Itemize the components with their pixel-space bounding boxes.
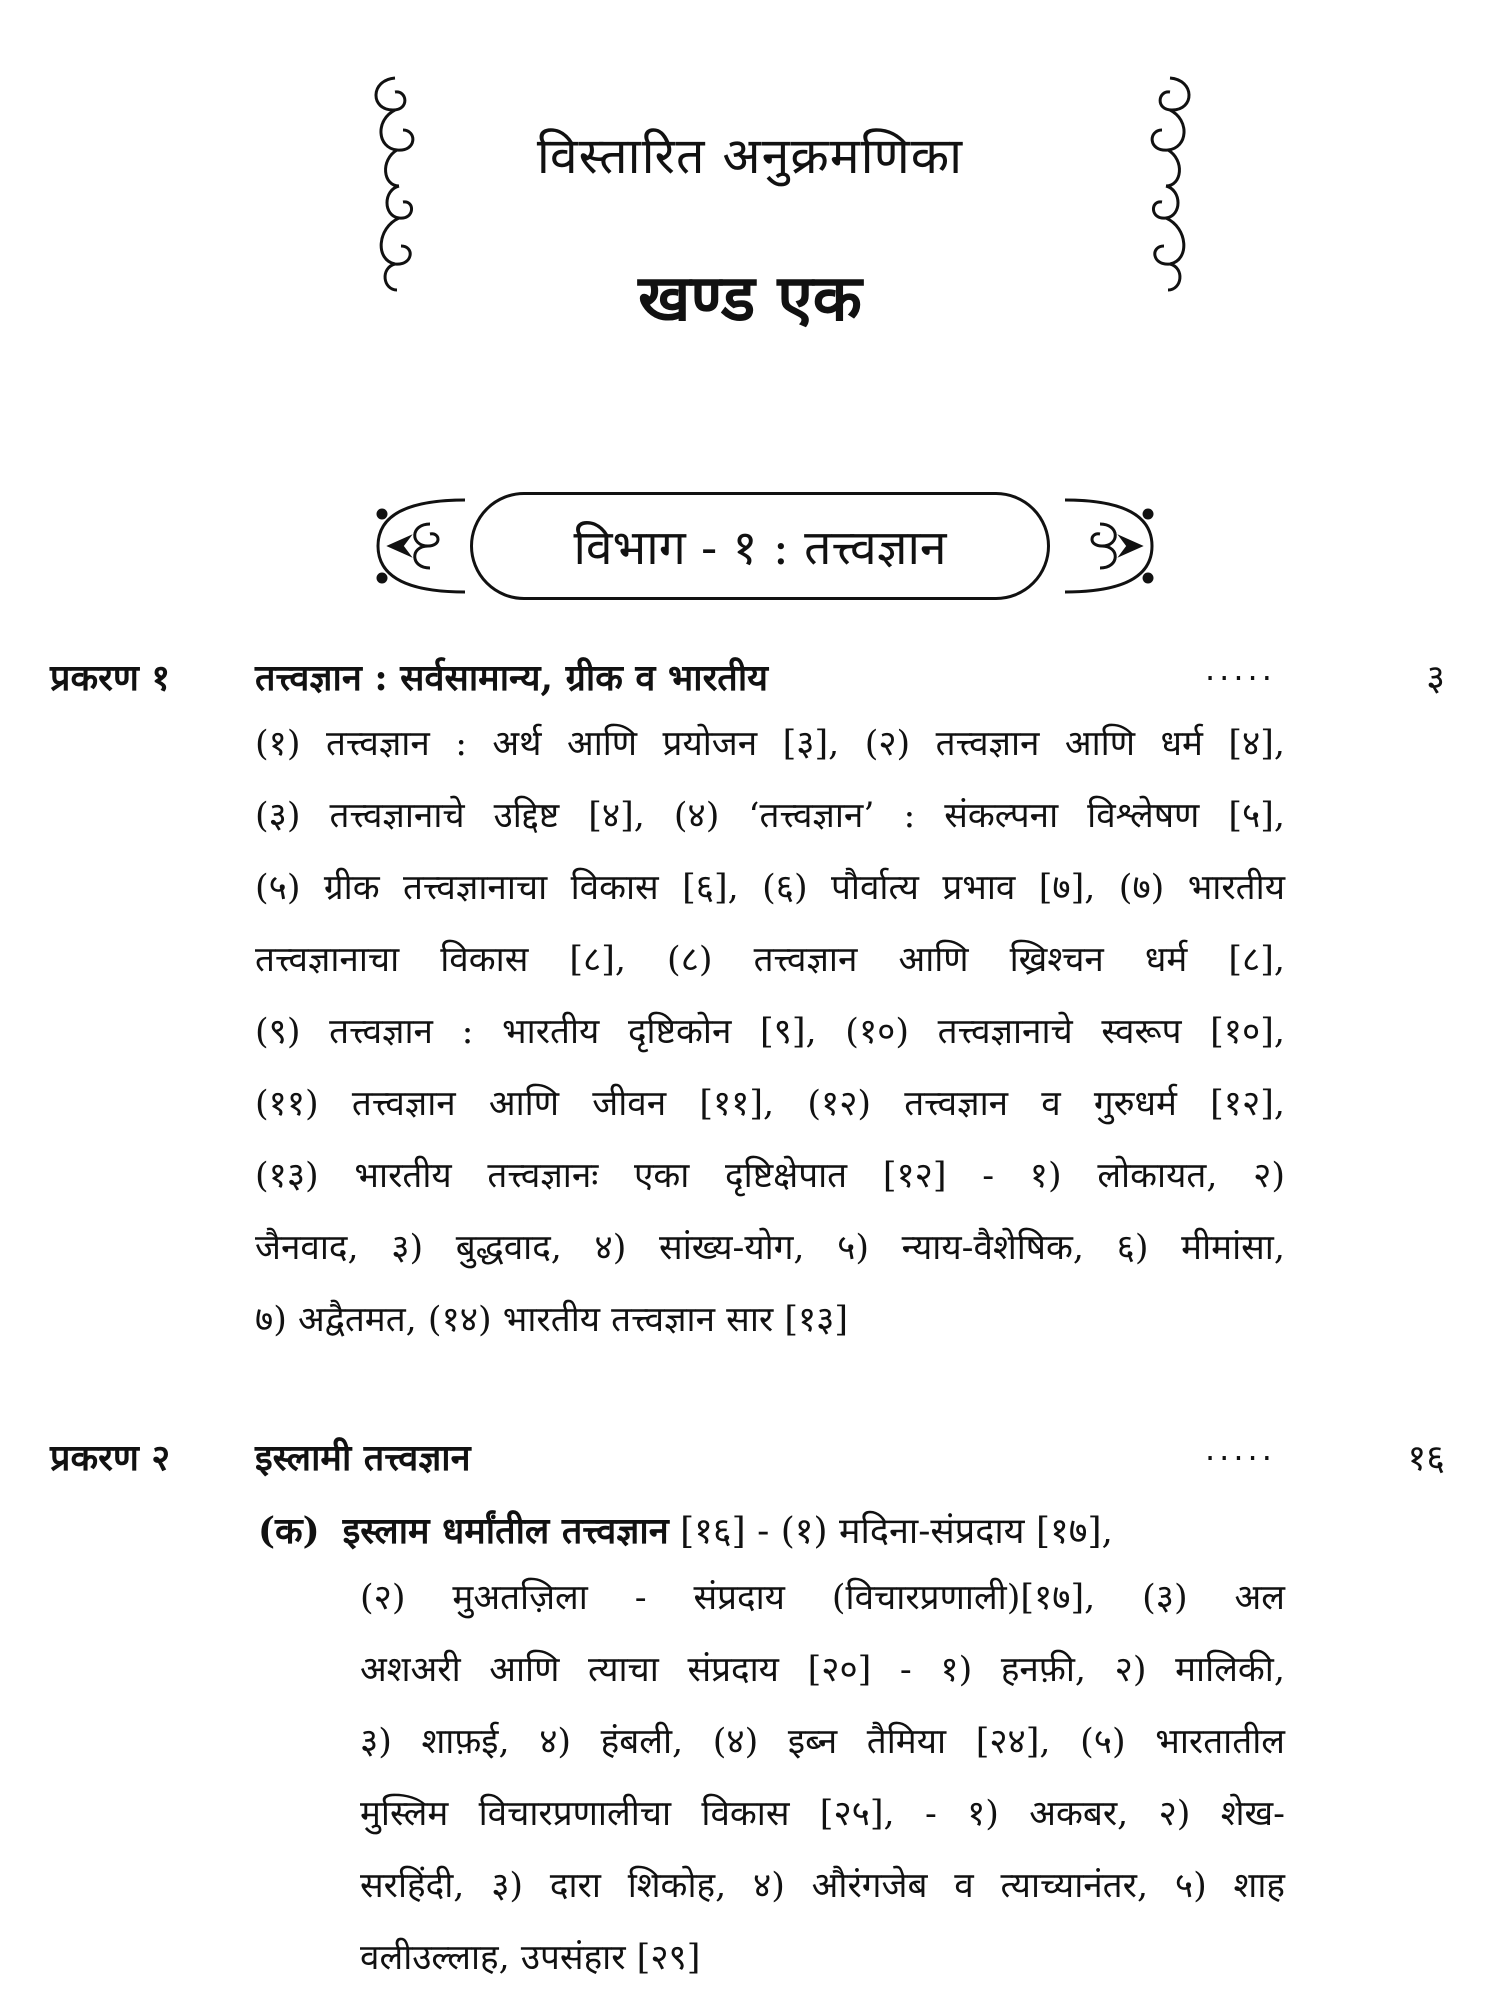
chapter-title: इस्लामी तत्त्वज्ञान [255, 1437, 471, 1479]
content-line: वलीउल्लाह, उपसंहार [२९] [360, 1938, 701, 1978]
chapter-page-number: १६ [1407, 1438, 1445, 1479]
content-line: (१) तत्त्वज्ञान : अर्थ आणि प्रयोजन [३], (२) तत्त्वज्ञान आणि धर्म [४], [255, 724, 1285, 764]
subsection-title: इस्लाम धर्मांतील तत्त्वज्ञान [342, 1510, 669, 1552]
subsection-rest: [१६] - (१) मदिना-संप्रदाय [१७], [680, 1511, 1113, 1552]
content-line: (१३) भारतीय तत्त्वज्ञानः एका दृष्टिक्षेपात [१२] - १) लोकायत, २) [255, 1156, 1285, 1196]
banner-ornament-right-icon [1060, 494, 1160, 598]
chapter-leader-dots: ..... [1205, 1430, 1276, 1468]
chapter-page-number: ३ [1426, 658, 1445, 699]
content-line: मुस्लिम विचारप्रणालीचा विकास [२५], - १) अकबर, २) शेख- [360, 1794, 1285, 1834]
chapter-contents [255, 708, 1285, 1356]
section-banner [370, 492, 1160, 612]
page-subtitle: खण्ड एक [638, 261, 862, 336]
subsection-marker: (क) [258, 1510, 320, 1552]
content-line: ३) शाफ़ई, ४) हंबली, (४) इब्न तैमिया [२४], (५) भारतातील [360, 1722, 1285, 1762]
page-title: विस्तारित अनुक्रमणिका [536, 127, 964, 185]
section-label: विभाग - १ : तत्त्वज्ञान [470, 492, 1050, 600]
banner-ornament-left-icon [370, 494, 470, 598]
chapter-label: प्रकरण १ [50, 657, 171, 699]
content-line: (२) मुअतज़िला - संप्रदाय (विचारप्रणाली)[१७], (३) अल [360, 1578, 1285, 1618]
chapter-title: तत्त्वज्ञान : सर्वसामान्य, ग्रीक व भारतीय [255, 657, 769, 699]
chapter-contents [360, 1562, 1285, 1994]
content-line: ७) अद्वैतमत, (१४) भारतीय तत्त्वज्ञान सार [१३] [255, 1300, 849, 1340]
content-line: जैनवाद, ३) बुद्धवाद, ४) सांख्य-योग, ५) न्याय-वैशेषिक, ६) मीमांसा, [255, 1228, 1285, 1268]
content-line: (११) तत्त्वज्ञान आणि जीवन [११], (१२) तत्त्वज्ञान व गुरुधर्म [१२], [255, 1084, 1285, 1124]
subsection-heading [258, 1505, 1113, 1554]
chapter-label: प्रकरण २ [50, 1437, 171, 1479]
content-line: अशअरी आणि त्याचा संप्रदाय [२०] - १) हनफ़ी, २) मालिकी, [360, 1650, 1285, 1690]
content-line: (३) तत्त्वज्ञानाचे उद्दिष्ट [४], (४) ‘तत्त्वज्ञान’ : संकल्पना विश्लेषण [५], [255, 796, 1285, 836]
content-line: (९) तत्त्वज्ञान : भारतीय दृष्टिकोन [९], (१०) तत्त्वज्ञानाचे स्वरूप [१०], [255, 1012, 1285, 1052]
content-line: तत्त्वज्ञानाचा विकास [८], (८) तत्त्वज्ञान आणि ख्रिश्चन धर्म [८], [255, 940, 1285, 980]
content-line: (५) ग्रीक तत्त्वज्ञानाचा विकास [६], (६) पौर्वात्य प्रभाव [७], (७) भारतीय [255, 868, 1285, 908]
chapter-leader-dots: ..... [1205, 650, 1276, 688]
content-line: सरहिंदी, ३) दारा शिकोह, ४) औरंगजेब व त्याच्यानंतर, ५) शाह [360, 1866, 1285, 1906]
